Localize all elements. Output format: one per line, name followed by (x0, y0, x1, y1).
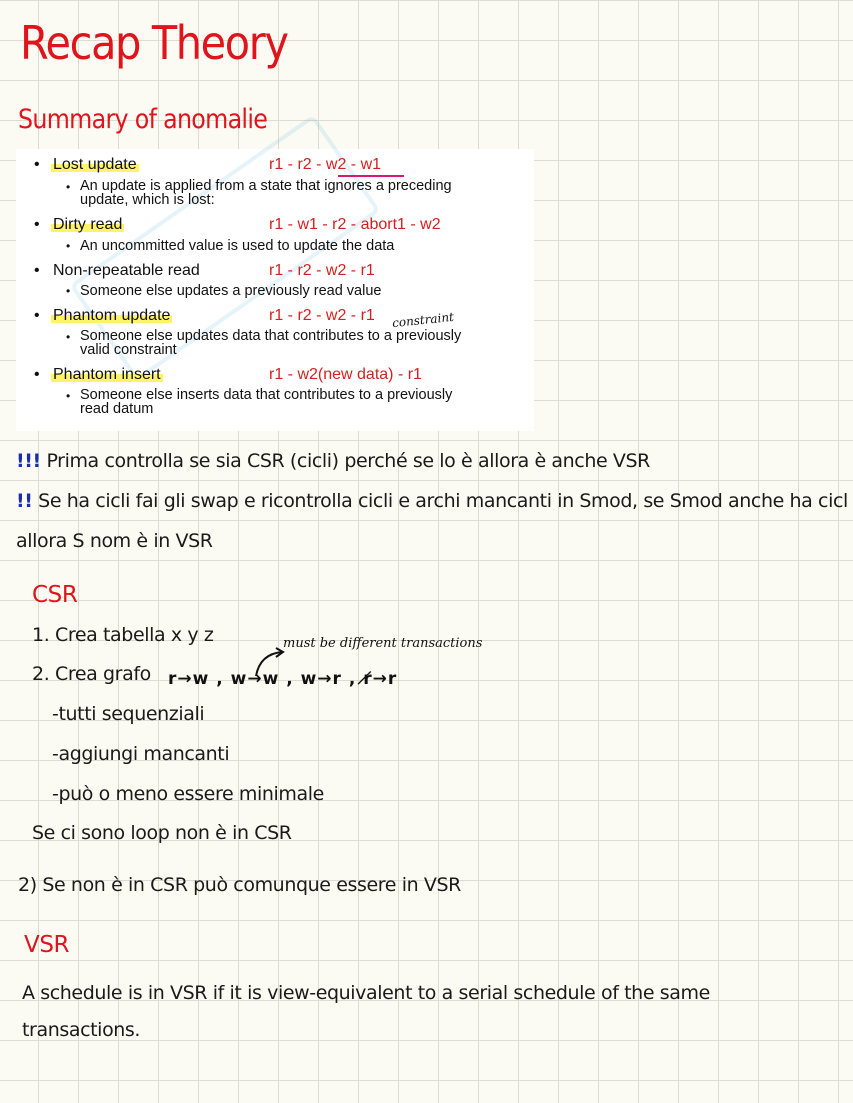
csr-sub-2: -aggiungi mancanti (52, 743, 230, 765)
page-subtitle: Summary of anomalie (18, 104, 268, 135)
vsr-definition-line-1: A schedule is in VSR if it is view-equivalent to a serial schedule of the same (22, 982, 710, 1004)
csr-heading: CSR (32, 582, 78, 608)
anomaly-desc: Someone else inserts data that contributes to a previously read datum (80, 387, 453, 417)
ink-annotation-constraint: constraint (391, 309, 455, 331)
vsr-heading: VSR (24, 932, 70, 958)
anomaly-sequence: r1 - w1 - r2 - abort1 - w2 (269, 216, 441, 233)
note-vsr-possible: 2) Se non è in CSR può comunque essere in VSR (18, 874, 461, 896)
anomaly-phantom-insert: • Phantom insert r1 - w2(new data) - r1 (34, 366, 422, 383)
anomaly-lost-update: • Lost update r1 - r2 - w2 - w1 (34, 156, 382, 173)
anomaly-phantom-update: • Phantom update r1 - r2 - w2 - r1 (34, 307, 375, 324)
page-title: Recap Theory (20, 16, 288, 70)
anomaly-desc: Someone else updates a previously read value (80, 283, 382, 299)
note-swap-cycles: !! Se ha cicli fai gli swap e ricontrolla cicli e archi mancanti in Smod, se Smod anche ha cicl (16, 490, 848, 512)
anomaly-name: Lost update (53, 156, 137, 173)
note-csr-first: !!! Prima controlla se sia CSR (cicli) perché se lo è allora è anche VSR (16, 450, 650, 472)
ink-graph-edges: r→w , w→w , w→r , r̸→r (168, 669, 398, 689)
anomaly-desc: An update is applied from a state that ignores a preceding update, which is lost: (80, 178, 452, 208)
anomaly-desc: Someone else updates data that contributes to a previously valid constraint (80, 328, 462, 358)
csr-step-2: 2. Crea grafo (32, 663, 151, 685)
anomaly-name: Dirty read (53, 216, 123, 233)
anomaly-name: Phantom insert (53, 366, 161, 383)
anomalies-slide-image: • Lost update r1 - r2 - w2 - w1 • An update is applied from a state that ignores a preceding update, which is lost: • Dirty read r1 - w1 - r2 - abort1 - w2 • An uncommitted value is used to update the data • Non-repeatable read r1 - r2 - w2 - r1 • Someone else updates a previously read value • Phantom update r1 - r2 - w2 - r1 constraint • Someone else updates data that contributes to a previously valid constraint • Phantom insert r1 - w2(new data) - r1 • Someone else inserts data that contributes to a previously read datum (16, 149, 534, 431)
anomaly-sequence: r1 - r2 - w2 - w1 (269, 156, 382, 173)
ink-annotation-different-transactions: must be different transactions (283, 636, 483, 651)
anomaly-sequence: r1 - r2 - w2 - r1 (269, 262, 375, 279)
anomaly-non-repeatable-read: • Non-repeatable read r1 - r2 - w2 - r1 (34, 262, 375, 279)
anomaly-name: Non-repeatable read (53, 262, 200, 279)
csr-step-1: 1. Crea tabella x y z (32, 624, 214, 646)
anomaly-sequence: r1 - w2(new data) - r1 (269, 366, 422, 383)
anomaly-name: Phantom update (53, 307, 171, 324)
vsr-definition-line-2: transactions. (22, 1019, 141, 1041)
note-swap-cycles-cont: allora S nom è in VSR (16, 530, 213, 552)
csr-sub-1: -tutti sequenziali (52, 703, 205, 725)
anomaly-dirty-read: • Dirty read r1 - w1 - r2 - abort1 - w2 (34, 216, 441, 233)
ink-underline (338, 175, 404, 177)
csr-sub-3: -può o meno essere minimale (52, 783, 324, 805)
csr-loop-note: Se ci sono loop non è in CSR (32, 822, 292, 844)
anomaly-desc: An uncommitted value is used to update the data (80, 238, 395, 254)
anomaly-sequence: r1 - r2 - w2 - r1 (269, 307, 375, 324)
